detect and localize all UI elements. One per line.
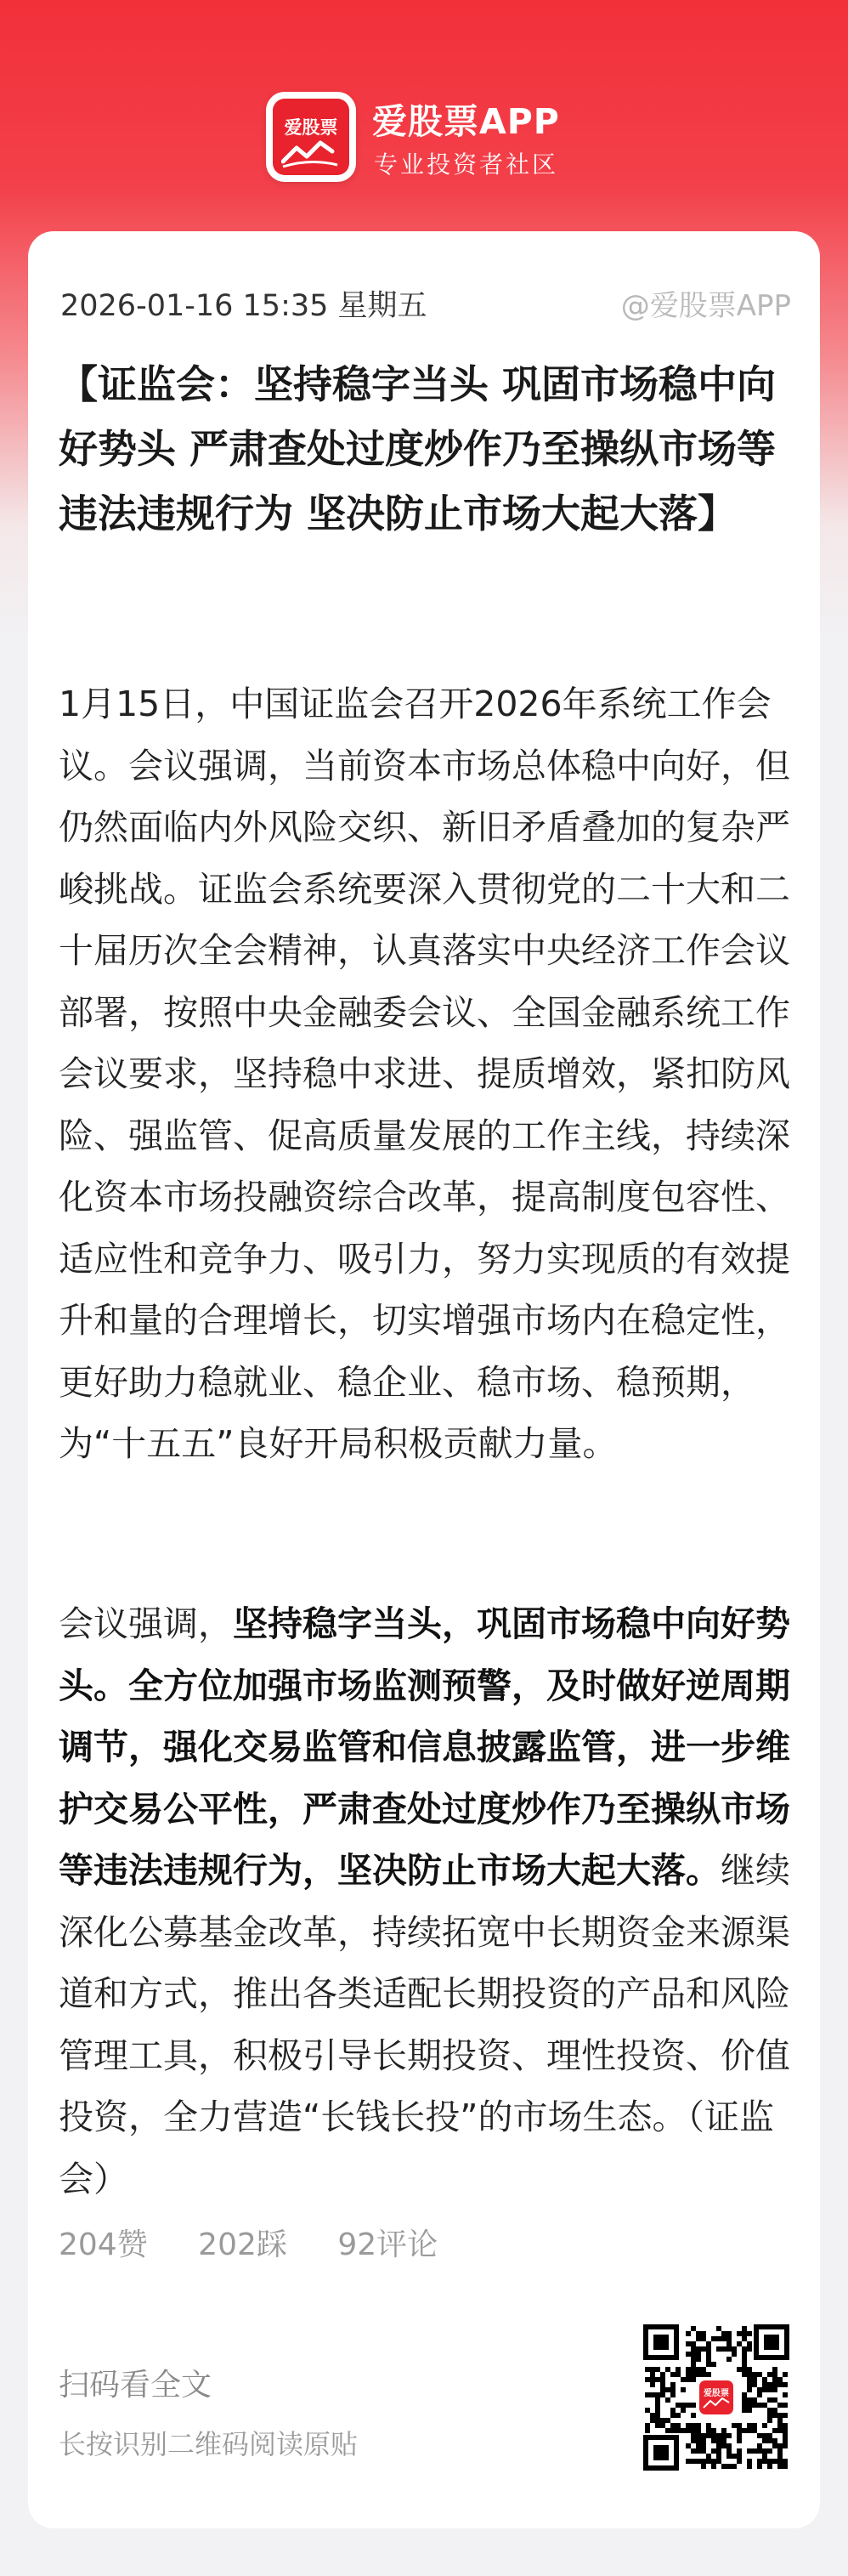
scan-subtitle: 长按识别二维码阅读原贴 (59, 2428, 359, 2460)
paragraph-2-rest: 继续深化公募基金改革，持续拓宽中长期资金来源渠道和方式，推出各类适配长期投资的产品和风险管理工具，积极引导长期投资、理性投资、价值投资，全力营造“长钱长投”的市场生态。（证监会） (59, 1850, 790, 2199)
post-card (28, 231, 820, 2528)
post-stats (59, 2221, 478, 2264)
qr-code-icon (643, 2324, 789, 2471)
post-paragraph-1: 1月15日，中国证监会召开2026年系统工作会议。会议强调，当前资本市场总体稳中向好，但仍然面临内外风险交织、新旧矛盾叠加的复杂严峻挑战。证监会系统要深入贯彻党的二十大和二十届历次全会精神，认真落实中央经济工作会议部署，按照中央金融委会议、全国金融系统工作会议要求，坚持稳中求进、提质增效，紧扣防风险、强监管、促高质量发展的工作主线，持续深化资本市场投融资综合改革，提高制度包容性、适应性和竞争力、吸引力，努力实现质的有效提升和量的合理增长，切实增强市场内在稳定性，更好助力稳就业、稳企业、稳市场、稳预期，为“十五五”良好开局积极贡献力量。 (59, 684, 790, 1464)
post-paragraph-2 (59, 1593, 798, 2210)
app-header (0, 0, 848, 225)
qr-code[interactable] (643, 2324, 789, 2471)
paragraph-2-intro: 会议强调， (59, 1603, 233, 1644)
post-title: 【证监会：坚持稳字当头 巩固市场稳中向好势头 严肃查处过度炒作乃至操纵市场等违法违规行为 坚决防止市场大起大落】 (59, 361, 777, 536)
dislike-count[interactable]: 202踩 (198, 2227, 287, 2262)
comment-count[interactable]: 92评论 (337, 2227, 438, 2262)
app-logo (266, 92, 356, 182)
app-tagline: 专业投资者社区 (374, 150, 559, 179)
paragraph-2-emphasis: 坚持稳字当头，巩固市场稳中向好势头。全方位加强市场监测预警，及时做好逆周期调节，强化交易监管和信息披露监管，进一步维护交易公平性，严肃查处过度炒作乃至操纵市场等违法违规行为，坚决防止市场大起大落。 (59, 1603, 790, 1891)
app-name: 爱股票APP (372, 101, 560, 142)
scan-title: 扫码看全文 (59, 2368, 212, 2403)
qr-logo-text: 爱股票 (704, 2389, 729, 2398)
post-source[interactable]: @爱股票APP (620, 289, 791, 323)
chart-line-icon (281, 136, 341, 170)
like-count[interactable]: 204赞 (59, 2227, 148, 2262)
post-date: 2026-01-16 15:35 星期五 (60, 289, 427, 323)
logo-text: 爱股票 (284, 117, 338, 138)
